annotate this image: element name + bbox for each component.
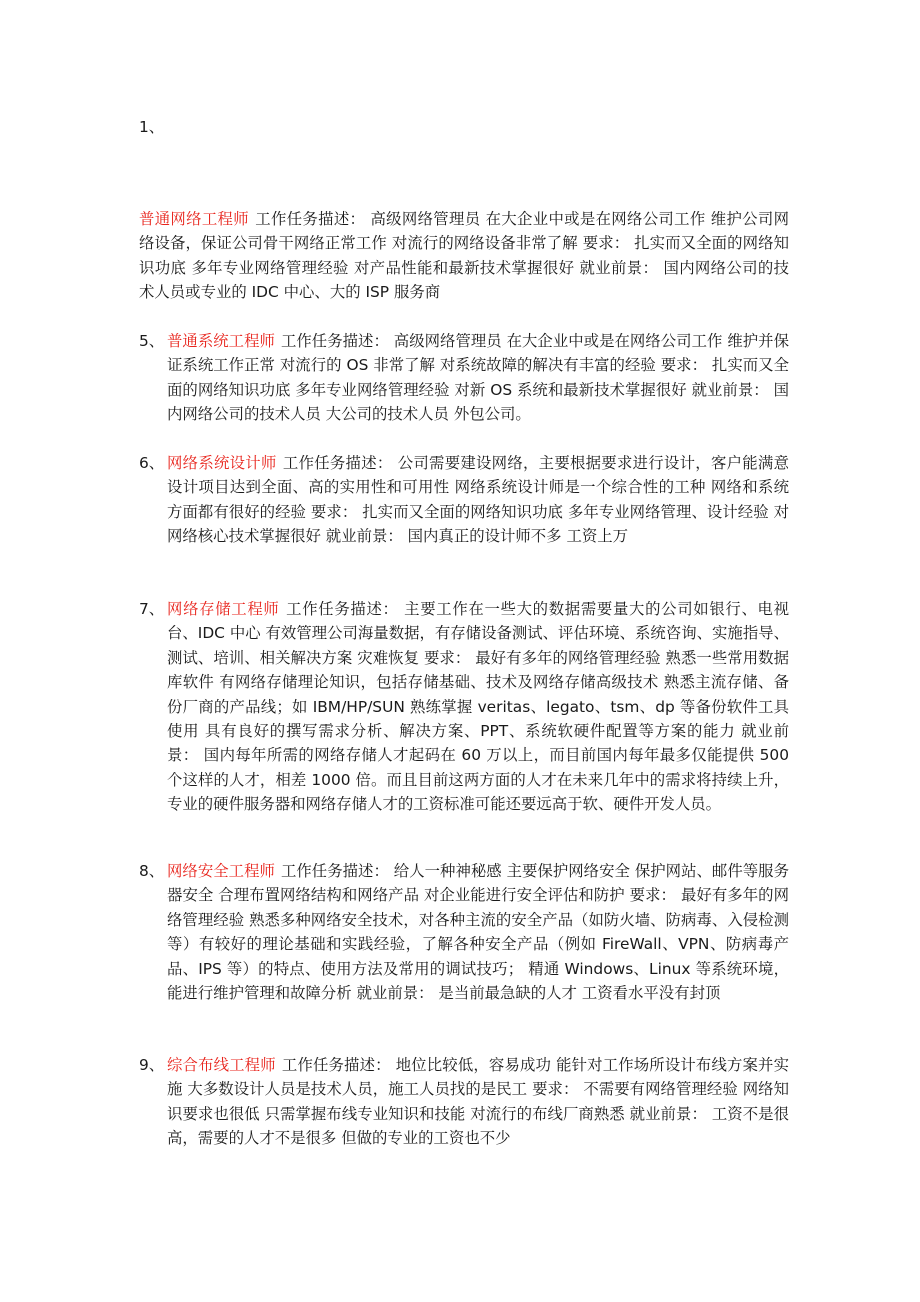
entry-text: 工作任务描述： 给人一种神秘感 主要保护网络安全 保护网站、邮件等服务器安全 合理布置网络结构和网络产品 对企业能进行安全评估和防护 要求： 最好有多年的网络管理经验 熟悉多种网络安全技术，对各种主流的安全产品（如防火墙、防病毒、入侵检测等）有较好的理论基础和实践经验，了解各种安全产品（例如 FireWall、VPN、防病毒产品、IPS 等）的特点、使用方法及常用的调试技巧； 精通 Windows、Linux 等系统环境，能进行维护管理和故障分析 就业前景： 是当前最急缺的人才 工资看水平没有封顶 (167, 862, 789, 1003)
entry-body (167, 597, 789, 817)
entry-number: 5、 (139, 332, 165, 350)
list-item (139, 329, 789, 427)
entry-title: 网络存储工程师 (167, 600, 280, 618)
list-item (139, 451, 789, 549)
entry-body (167, 329, 789, 427)
entry-text: 工作任务描述： 地位比较低，容易成功 能针对工作场所设计布线方案并实施 大多数设计人员是技术人员，施工人员找的是民工 要求： 不需要有网络管理经验 网络知识要求也很低 只需掌握布线专业知识和技能 对流行的布线厂商熟悉 就业前景： 工资不是很高，需要的人才不是很多 但做的专业的工资也不少 (167, 1056, 789, 1148)
list-item (139, 859, 789, 1005)
entry-body (167, 451, 789, 549)
entry-title: 综合布线工程师 (167, 1056, 276, 1074)
list-item (139, 207, 789, 305)
list-item (139, 1053, 789, 1151)
entry-title: 网络安全工程师 (167, 862, 275, 880)
entry-body (167, 859, 789, 1005)
heading-number: 1、 (139, 118, 165, 136)
entry-number: 8、 (139, 862, 165, 880)
entry-text: 工作任务描述： 公司需要建设网络，主要根据要求进行设计，客户能满意 设计项目达到全面、高的实用性和可用性 网络系统设计师是一个综合性的工种 网络和系统方面都有很好的经验 要求： 扎实而又全面的网络知识功底 多年专业网络管理、设计经验 对网络核心技术掌握很好 就业前景： 国内真正的设计师不多 工资上万 (167, 454, 789, 546)
entry-text: 工作任务描述： 主要工作在一些大的数据需要量大的公司如银行、电视台、IDC 中心 有效管理公司海量数据，有存储设备测试、评估环境、系统咨询、实施指导、测试、培训、相关解决方案 灾难恢复 要求： 最好有多年的网络管理经验 熟悉一些常用数据库软件 有网络存储理论知识，包括存储基础、技术及网络存储高级技术 熟悉主流存储、备份厂商的产品线；如 IBM/HP/SUN 熟练掌握 veritas、legato、tsm、dp 等备份软件工具使用 具有良好的撰写需求分析、解决方案、PPT、系统软硬件配置等方案的能力 就业前景： 国内每年所需的网络存储人才起码在 60 万以上，而目前国内每年最多仅能提供 500 个这样的人才，相差 1000 倍。而且目前这两方面的人才在未来几年中的需求将持续上升，专业的硬件服务器和网络存储人才的工资标准可能还要远高于软、硬件开发人员。 (167, 600, 789, 814)
entry-text: 工作任务描述： 高级网络管理员 在大企业中或是在网络公司工作 维护并保证系统工作正常 对流行的 OS 非常了解 对系统故障的解决有丰富的经验 要求： 扎实而又全面的网络知识功底 多年专业网络管理经验 对新 OS 系统和最新技术掌握很好 就业前景： 国内网络公司的技术人员 大公司的技术人员 外包公司。 (167, 332, 789, 424)
entry-title: 普通系统工程师 (167, 332, 275, 350)
entry-number: 9、 (139, 1056, 165, 1074)
entry-number: 6、 (139, 454, 165, 472)
entry-body (167, 1053, 789, 1151)
list-item (139, 597, 789, 817)
entry-body (139, 207, 789, 305)
entry-title: 普通网络工程师 (139, 210, 249, 228)
entry-number: 7、 (139, 600, 165, 618)
entry-text: 工作任务描述： 高级网络管理员 在大企业中或是在网络公司工作 维护公司网络设备，保证公司骨干网络正常工作 对流行的网络设备非常了解 要求： 扎实而又全面的网络知识功底 多年专业网络管理经验 对产品性能和最新技术掌握很好 就业前景： 国内网络公司的技术人员或专业的 IDC 中心、大的 ISP 服务商 (139, 210, 789, 302)
entry-title: 网络系统设计师 (167, 454, 277, 472)
